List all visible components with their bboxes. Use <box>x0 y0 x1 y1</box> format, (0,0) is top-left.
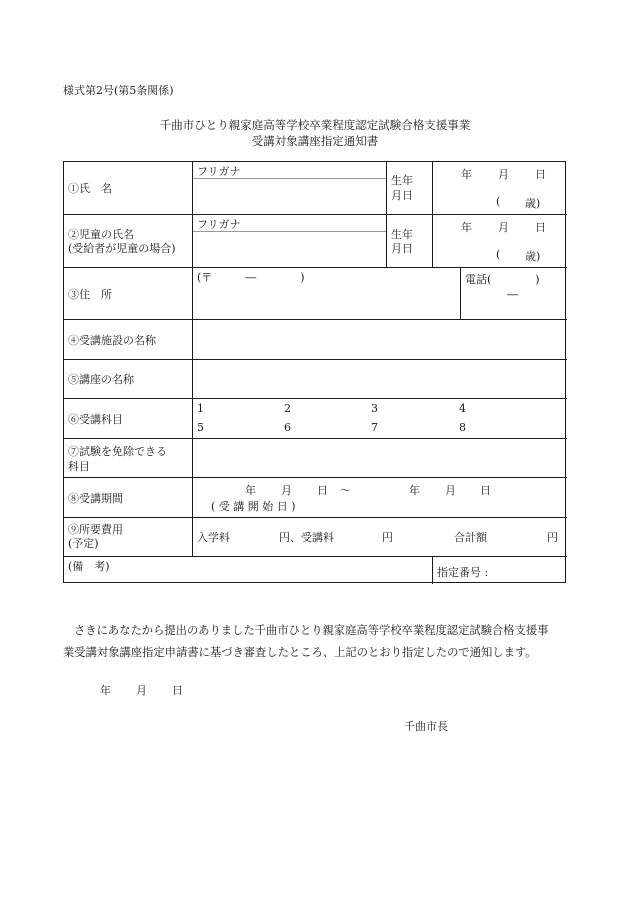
signature-mayor: 千曲市長 <box>404 720 448 733</box>
row-divider <box>64 556 567 557</box>
birth-month-unit: 月 <box>498 168 509 181</box>
start-month-unit: 月 <box>281 484 292 497</box>
birth-year-unit: 年 <box>461 221 472 234</box>
subject-number: 8 <box>459 421 466 434</box>
birth-day-unit: 日 <box>535 221 546 234</box>
period-tilde: ～ <box>340 484 351 497</box>
document-title-line1: 千曲市ひとり親家庭高等学校卒業程度認定試験合格支援事業 <box>159 118 471 132</box>
birth-label: 生年 <box>391 174 413 187</box>
admission-fee-label: 入学料 <box>197 531 230 544</box>
birth-day-unit: 日 <box>535 168 546 181</box>
end-year-unit: 年 <box>409 484 420 497</box>
form-number: 様式第2号(第5条関係) <box>63 84 174 97</box>
date-year-unit: 年 <box>100 684 111 697</box>
subject-number: 1 <box>197 402 204 415</box>
end-month-unit: 月 <box>445 484 456 497</box>
child-name-label: ②児童の氏名 <box>68 228 134 241</box>
row-divider <box>64 517 567 518</box>
age-open: ( <box>496 248 501 261</box>
date-day-unit: 日 <box>172 684 183 697</box>
period-label: ⑧受講期間 <box>68 492 123 505</box>
row-divider <box>64 319 567 320</box>
age-unit: 歳) <box>525 197 541 210</box>
cost-sublabel: (予定) <box>68 537 99 550</box>
subjects-label: ⑥受講科目 <box>68 413 123 426</box>
notice-line1: さきにあなたから提出のありました千曲市ひとり親家庭高等学校卒業程度認定試験合格支援事 <box>74 624 549 637</box>
end-day-unit: 日 <box>480 484 491 497</box>
tuition-label: 円、受講料 <box>279 531 334 544</box>
remarks-label: (備 考) <box>68 560 110 573</box>
subject-number: 2 <box>284 402 291 415</box>
birth-year-unit: 年 <box>461 168 472 181</box>
label-column-divider <box>192 162 193 556</box>
start-year-unit: 年 <box>245 484 256 497</box>
row-divider <box>64 398 567 399</box>
subject-number: 6 <box>284 421 291 434</box>
start-day-unit: 日 <box>317 484 328 497</box>
birth-label: 月日 <box>391 189 413 202</box>
subject-number: 4 <box>459 402 466 415</box>
notice-line2: 業受講対象講座指定申請書に基づき審査したところ、上記のとおり指定したので通知します。 <box>63 646 537 659</box>
address-label: ③住 所 <box>68 288 112 301</box>
date-month-unit: 月 <box>136 684 147 697</box>
total-label: 合計額 <box>454 531 487 544</box>
cost-label: ⑨所要費用 <box>68 523 123 536</box>
birth-label: 生年 <box>391 228 413 241</box>
designation-number-label: 指定番号 : <box>437 566 489 579</box>
total-unit: 円 <box>547 531 558 544</box>
birth-label: 月日 <box>391 242 413 255</box>
name-label: ①氏 名 <box>68 182 112 195</box>
subject-number: 3 <box>371 402 378 415</box>
tuition-unit: 円 <box>382 531 393 544</box>
child-furigana-label: フリガナ <box>197 218 241 231</box>
exempt-subjects-label: ⑦試験を免除できる <box>68 445 167 458</box>
facility-label: ④受講施設の名称 <box>68 334 156 347</box>
child-name-sublabel: (受給者が児童の場合) <box>68 242 176 255</box>
phone-dash: ― <box>507 288 518 301</box>
phone-label: 電話( ) <box>465 273 540 286</box>
row-divider <box>64 438 567 439</box>
row-divider <box>64 214 567 215</box>
birth-month-unit: 月 <box>498 221 509 234</box>
start-date-note: ( 受 講 開 始 日 ) <box>211 500 296 513</box>
row-divider <box>64 359 567 360</box>
birth-date-column-divider <box>432 162 433 267</box>
document-title-line2: 受講対象講座指定通知書 <box>251 134 379 148</box>
exempt-subjects-label: 科目 <box>68 460 90 473</box>
birth-column-divider <box>386 162 387 267</box>
row-divider <box>64 267 567 268</box>
age-open: ( <box>496 195 501 208</box>
course-label: ⑤講座の名称 <box>68 373 134 386</box>
subject-number: 5 <box>197 421 204 434</box>
postal-code: (〒 ― ) <box>197 271 305 284</box>
application-table <box>63 161 566 583</box>
row-divider <box>64 477 567 478</box>
name-furigana-label: フリガナ <box>197 165 241 178</box>
age-unit: 歳) <box>525 250 541 263</box>
subject-number: 7 <box>371 421 378 434</box>
phone-column-divider <box>460 267 461 319</box>
designation-column-divider <box>432 556 433 584</box>
